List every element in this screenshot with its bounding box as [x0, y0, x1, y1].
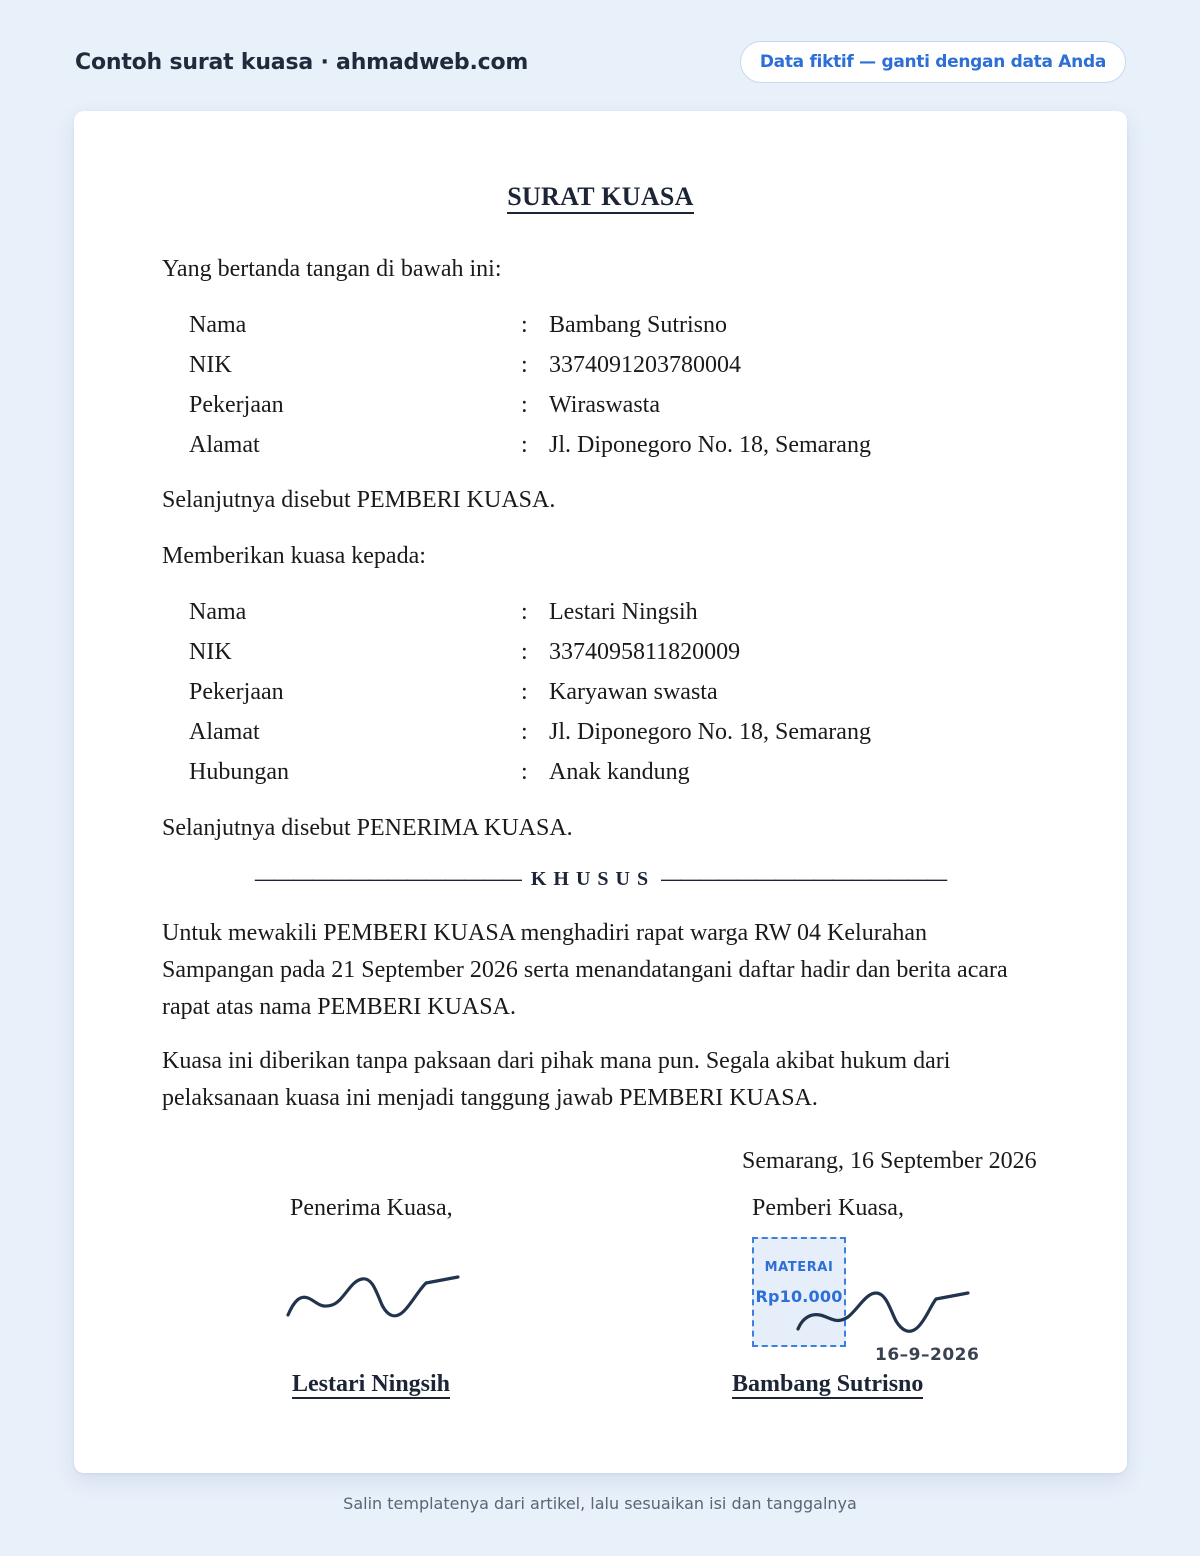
row-value: Lestari Ningsih: [549, 599, 698, 625]
row-colon: :: [521, 392, 528, 418]
row-label: NIK: [189, 639, 232, 665]
grantee-sign-label: Penerima Kuasa,: [290, 1195, 453, 1221]
grant-intro-text: Memberikan kuasa kepada:: [162, 543, 426, 569]
row-label: NIK: [189, 352, 232, 378]
row-label: Hubungan: [189, 759, 289, 785]
letter-paper: [74, 111, 1127, 1473]
row-colon: :: [521, 759, 528, 785]
row-value: 3374095811820009: [549, 639, 741, 665]
row-label: Nama: [189, 599, 247, 625]
grantee-row-address: [189, 719, 989, 759]
site-title: Contoh surat kuasa · ahmadweb.com: [75, 49, 529, 75]
grantor-row-name: [189, 312, 989, 352]
grantor-sign-label: Pemberi Kuasa,: [752, 1195, 904, 1221]
row-label: Alamat: [189, 719, 260, 745]
grantee-row-relationship: [189, 759, 989, 799]
place-date: Semarang, 16 September 2026: [742, 1148, 1037, 1174]
grantee-suffix-text: Selanjutnya disebut PENERIMA KUASA.: [162, 815, 573, 841]
fictional-data-badge: Data fiktif — ganti dengan data Anda: [740, 41, 1126, 83]
purpose-paragraph: Untuk mewakili PEMBERI KUASA menghadiri rapat warga RW 04 Kelurahan Sampangan pada 21 September 2026 serta menandatangani daftar hadir dan berita acara rapat atas nama PEMBERI KUASA.: [162, 920, 1008, 1020]
stamp-title: MATERAI: [764, 1260, 834, 1275]
letter-title-row: [74, 182, 1127, 212]
grantee-row-nik: [189, 639, 989, 679]
row-colon: :: [521, 312, 528, 338]
footer-note: Salin templatenya dari artikel, lalu sesuaikan isi dan tanggalnya: [343, 1494, 857, 1513]
intro-text: Yang bertanda tangan di bawah ini:: [162, 256, 502, 282]
grantor-row-address: [189, 432, 989, 472]
row-colon: :: [521, 432, 528, 458]
grantee-identity-table: [189, 599, 989, 799]
disclaimer-paragraph: Kuasa ini diberikan tanpa paksaan dari pihak mana pun. Segala akibat hukum dari pelaksanaan kuasa ini menjadi tanggung jawab PEMBERI KUASA.: [162, 1048, 951, 1111]
row-colon: :: [521, 599, 528, 625]
stamp-date: 16–9–2026: [875, 1345, 980, 1365]
divider-word: KHUSUS: [530, 868, 656, 890]
row-value: 3374091203780004: [549, 352, 741, 378]
stamp-value: Rp10.000: [755, 1287, 843, 1306]
row-value: Jl. Diponegoro No. 18, Semarang: [549, 432, 871, 458]
grantor-identity-table: [189, 312, 989, 472]
row-label: Nama: [189, 312, 247, 338]
grantor-row-nik: [189, 352, 989, 392]
grantee-signature: [286, 1271, 462, 1323]
row-value: Wiraswasta: [549, 392, 660, 418]
grantor-suffix-text: Selanjutnya disebut PEMBERI KUASA.: [162, 487, 556, 513]
section-divider: [74, 868, 1127, 891]
row-value: Bambang Sutrisno: [549, 312, 727, 338]
row-label: Pekerjaan: [189, 392, 284, 418]
grantor-signature: [796, 1285, 972, 1341]
letter-title: SURAT KUASA: [507, 182, 694, 214]
grantee-row-occupation: [189, 679, 989, 719]
row-colon: :: [521, 352, 528, 378]
grantor-sign-name: Bambang Sutrisno: [732, 1371, 924, 1397]
row-label: Pekerjaan: [189, 679, 284, 705]
row-colon: :: [521, 639, 528, 665]
grantor-row-occupation: [189, 392, 989, 432]
top-bar: [75, 40, 1126, 84]
divider-line-left: ——————————————: [254, 868, 521, 890]
grantee-sign-name: Lestari Ningsih: [292, 1371, 451, 1397]
divider-line-right: ———————————————: [661, 868, 947, 890]
row-value: Karyawan swasta: [549, 679, 718, 705]
row-value: Anak kandung: [549, 759, 690, 785]
row-colon: :: [521, 719, 528, 745]
grantee-row-name: [189, 599, 989, 639]
row-value: Jl. Diponegoro No. 18, Semarang: [549, 719, 871, 745]
row-label: Alamat: [189, 432, 260, 458]
row-colon: :: [521, 679, 528, 705]
